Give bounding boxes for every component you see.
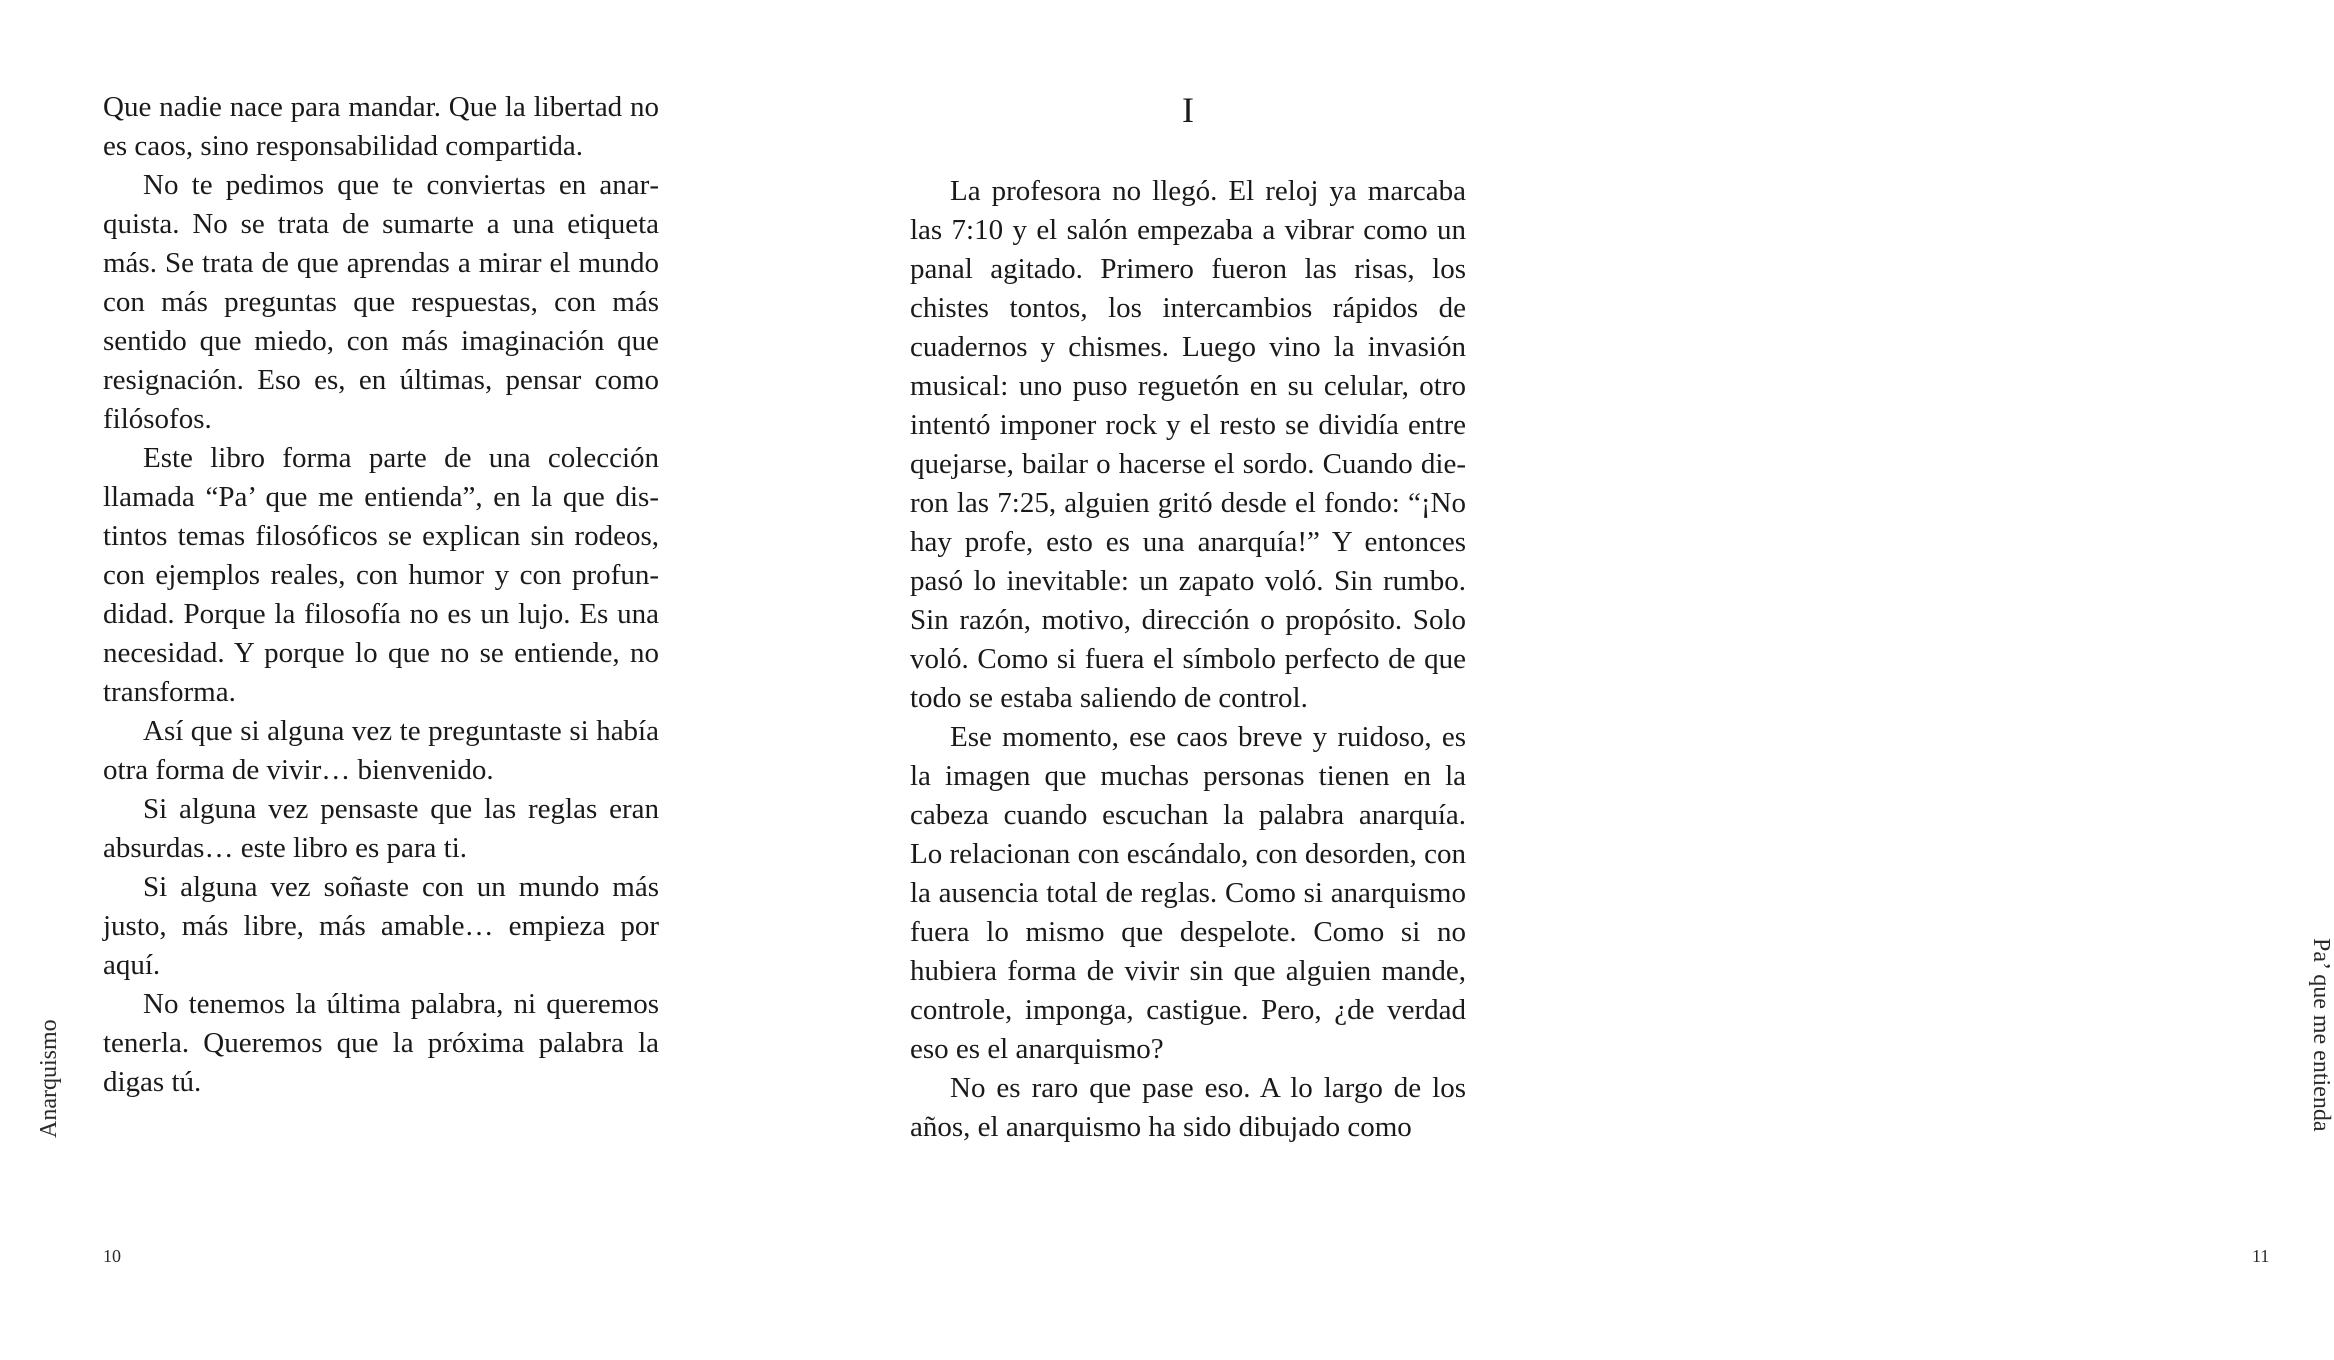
running-head-book-title: Anarquismo bbox=[36, 1019, 62, 1138]
paragraph: No es raro que pase eso. A lo largo de los años, el anarquismo ha sido dibujado como bbox=[910, 1072, 1466, 1143]
left-page bbox=[0, 0, 800, 1360]
page-number: 11 bbox=[2252, 1246, 2270, 1266]
running-head-collection-title: Pa’ que me entienda bbox=[2308, 938, 2334, 1132]
paragraph: Este libro forma parte de una colección llamada “Pa’ que me entienda”, en la que distintos temas filosóficos se explican sin rodeos, con ejemplos reales, con humor y con profundidad. Porque la filosofía no es un lujo. Es una necesidad. Y porque lo que no se entiende, no transforma. bbox=[103, 442, 659, 708]
paragraph: No tenemos la última palabra, ni queremos tenerla. Queremos que la próxima palabra la digas tú. bbox=[103, 988, 659, 1098]
paragraph: No te pedimos que te conviertas en anarquista. No se trata de sumarte a una etiqueta más. Se trata de que aprendas a mirar el mundo con más preguntas que respuestas, con más sentido que miedo, con más imaginación que resignación. Eso es, en últimas, pensar como filósofos. bbox=[103, 169, 659, 435]
paragraph: Si alguna vez soñaste con un mundo más justo, más libre, más amable… empieza por aquí. bbox=[103, 871, 659, 981]
paragraph: Así que si alguna vez te preguntaste si había otra forma de vivir… bienvenido. bbox=[103, 715, 659, 786]
chapter-title: I bbox=[1182, 90, 1194, 130]
left-page-body bbox=[103, 88, 659, 1102]
paragraph: La profesora no llegó. El reloj ya marcaba las 7:10 y el salón empezaba a vibrar como un panal agitado. Primero fueron las risas, los chistes tontos, los intercambios rápidos de cuadernos y chismes. Luego vino la invasión musical: uno puso reguetón en su celular, otro intentó imponer rock y el resto se dividía entre quejarse, bailar o hacerse el sordo. Cuando dieron las 7:25, alguien gritó desde el fondo: “¡No hay profe, esto es una anarquía!” Y entonces pasó lo inevitable: un zapato voló. Sin rumbo. Sin razón, motivo, dirección o propósito. Solo voló. Como si fuera el símbolo perfecto de que todo se estaba saliendo de control. bbox=[910, 175, 1466, 714]
paragraph: Ese momento, ese caos breve y ruidoso, es la imagen que muchas personas tienen en la cabeza cuando escuchan la palabra anarquía. Lo relacionan con escándalo, con desorden, con la ausencia total de reglas. Como si anarquismo fuera lo mismo que despelote. Como si no hubiera forma de vivir sin que alguien mande, controle, imponga, castigue. Pero, ¿de verdad eso es el anarquismo? bbox=[910, 721, 1466, 1065]
page-number: 10 bbox=[103, 1246, 121, 1266]
paragraph: Que nadie nace para mandar. Que la libertad no es caos, sino responsabilidad compartida. bbox=[103, 91, 659, 162]
right-page bbox=[800, 0, 2334, 1360]
right-page-body bbox=[910, 172, 1466, 1147]
paragraph: Si alguna vez pensaste que las reglas eran absurdas… este libro es para ti. bbox=[103, 793, 659, 864]
